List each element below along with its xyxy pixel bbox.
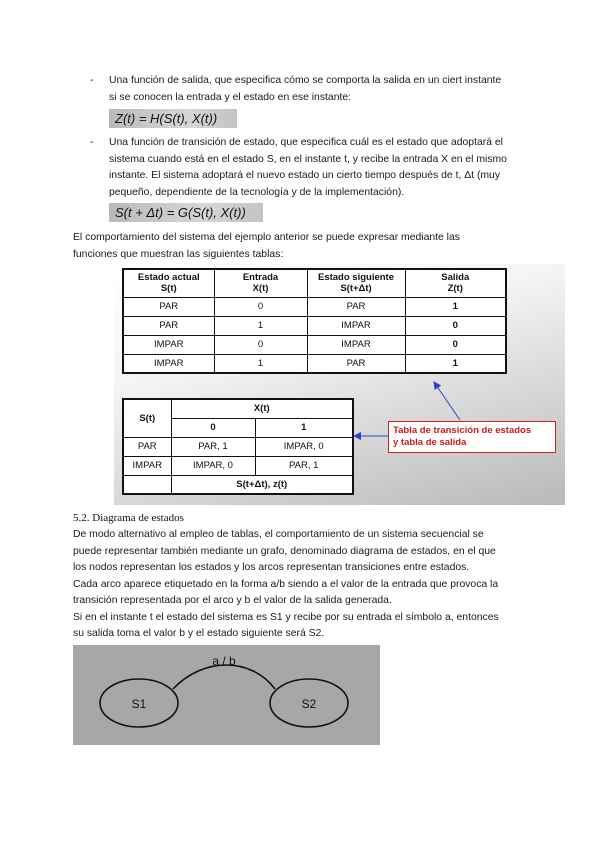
table-cell: PAR bbox=[307, 297, 405, 316]
table-cell: PAR, 1 bbox=[171, 437, 255, 456]
section-line-4: Cada arco aparece etiquetado en la forma a/b siendo a el valor de la entrada que provoca la bbox=[73, 578, 499, 590]
callout-line-2: y tabla de salida bbox=[393, 436, 467, 448]
arc-label: a / b bbox=[212, 654, 236, 668]
table-cell: 0 bbox=[405, 316, 506, 335]
col-header: 0 bbox=[171, 418, 255, 437]
group-header: X(t) bbox=[171, 399, 353, 418]
table-cell: 1 bbox=[214, 354, 307, 373]
table-cell: IMPAR bbox=[123, 335, 214, 354]
section-line-5: transición representada por el arco y b el valor de la salida generada. bbox=[73, 595, 392, 606]
bullet-2-line-4: pequeño, dependiente de la tecnología y de la implementación). bbox=[109, 186, 405, 198]
table-cell: IMPAR bbox=[123, 354, 214, 373]
table-cell: IMPAR, 0 bbox=[171, 456, 255, 475]
table-cell: 0 bbox=[405, 335, 506, 354]
output-function-formula: Z(t) = H(S(t), X(t)) bbox=[109, 109, 237, 128]
table-cell: PAR bbox=[123, 316, 214, 335]
bullet-dash: - bbox=[90, 75, 94, 86]
callout-arrows bbox=[114, 264, 565, 505]
corner-header: S(t) bbox=[123, 399, 171, 437]
section-line-6: Si en el instante t el estado del sistema es S1 y recibe por su entrada el símbolo a, entonces bbox=[73, 611, 499, 623]
bullet-1-line-1: Una función de salida, que especifica cómo se comporta la salida en un ciert instante bbox=[109, 75, 502, 86]
col-header: 1 bbox=[255, 418, 353, 437]
callout-line-1: Tabla de transición de estados bbox=[393, 425, 532, 436]
section-heading: 5.2. Diagrama de estados bbox=[73, 512, 184, 524]
bullet-dash: - bbox=[90, 137, 94, 148]
arrow-to-table1 bbox=[434, 382, 460, 420]
bullet-2-line-3: instante. El sistema adoptará el nuevo estado un cierto tiempo después de t, Δt (muy bbox=[109, 170, 501, 181]
header-current-state: Estado actual S(t) bbox=[123, 269, 214, 297]
section-line-3: los nodos representan los estados y los arcos representan transiciones entre estados. bbox=[73, 562, 470, 573]
table-cell: IMPAR bbox=[307, 316, 405, 335]
callout-label bbox=[388, 421, 556, 453]
table-cell: 1 bbox=[405, 297, 506, 316]
table-cell: PAR, 1 bbox=[255, 456, 353, 475]
intro-line-2: funciones que muestran las siguientes tablas: bbox=[73, 248, 284, 260]
table-cell: PAR bbox=[123, 437, 171, 456]
transition-arc bbox=[173, 665, 275, 689]
section-line-2: puede representar también mediante un grafo, denominado diagrama de estados, en el que bbox=[73, 545, 496, 557]
transition-function-formula: S(t + Δt) = G(S(t), X(t)) bbox=[109, 203, 263, 222]
bullet-2-line-2: sistema cuando está en el estado S, en el instante t, y recibe la entrada X en el mismo bbox=[109, 153, 507, 165]
node-label-s2: S2 bbox=[301, 697, 317, 711]
header-next-state: Estado siguiente S(t+Δt) bbox=[307, 269, 405, 297]
node-label-s1: S1 bbox=[131, 697, 147, 711]
bullet-1-line-2: si se conocen la entrada y el estado en ese instante: bbox=[109, 91, 352, 103]
table-cell: IMPAR, 0 bbox=[255, 437, 353, 456]
bullet-2-line-1: Una función de transición de estado, que especifica cuál es el estado que adoptará el bbox=[109, 137, 503, 148]
table-footer: S(t+Δt), z(t) bbox=[171, 475, 353, 494]
tables-figure bbox=[114, 264, 565, 505]
table-cell: IMPAR bbox=[307, 335, 405, 354]
table-cell: 0 bbox=[214, 335, 307, 354]
state-diagram bbox=[73, 645, 380, 745]
header-input: Entrada X(t) bbox=[214, 269, 307, 297]
table-cell: IMPAR bbox=[123, 456, 171, 475]
table-cell: 0 bbox=[214, 297, 307, 316]
table-cell: 1 bbox=[405, 354, 506, 373]
section-line-1: De modo alternativo al empleo de tablas, el comportamiento de un sistema secuencial se bbox=[73, 529, 484, 540]
table-cell: PAR bbox=[123, 297, 214, 316]
state-diagram-svg bbox=[73, 645, 380, 745]
table-cell: PAR bbox=[307, 354, 405, 373]
table-cell: 1 bbox=[214, 316, 307, 335]
intro-line-1: El comportamiento del sistema del ejemplo anterior se puede expresar mediante las bbox=[73, 232, 460, 243]
header-output: Salida Z(t) bbox=[405, 269, 506, 297]
section-line-7: su salida toma el valor b y el estado siguiente será S2. bbox=[73, 628, 325, 639]
